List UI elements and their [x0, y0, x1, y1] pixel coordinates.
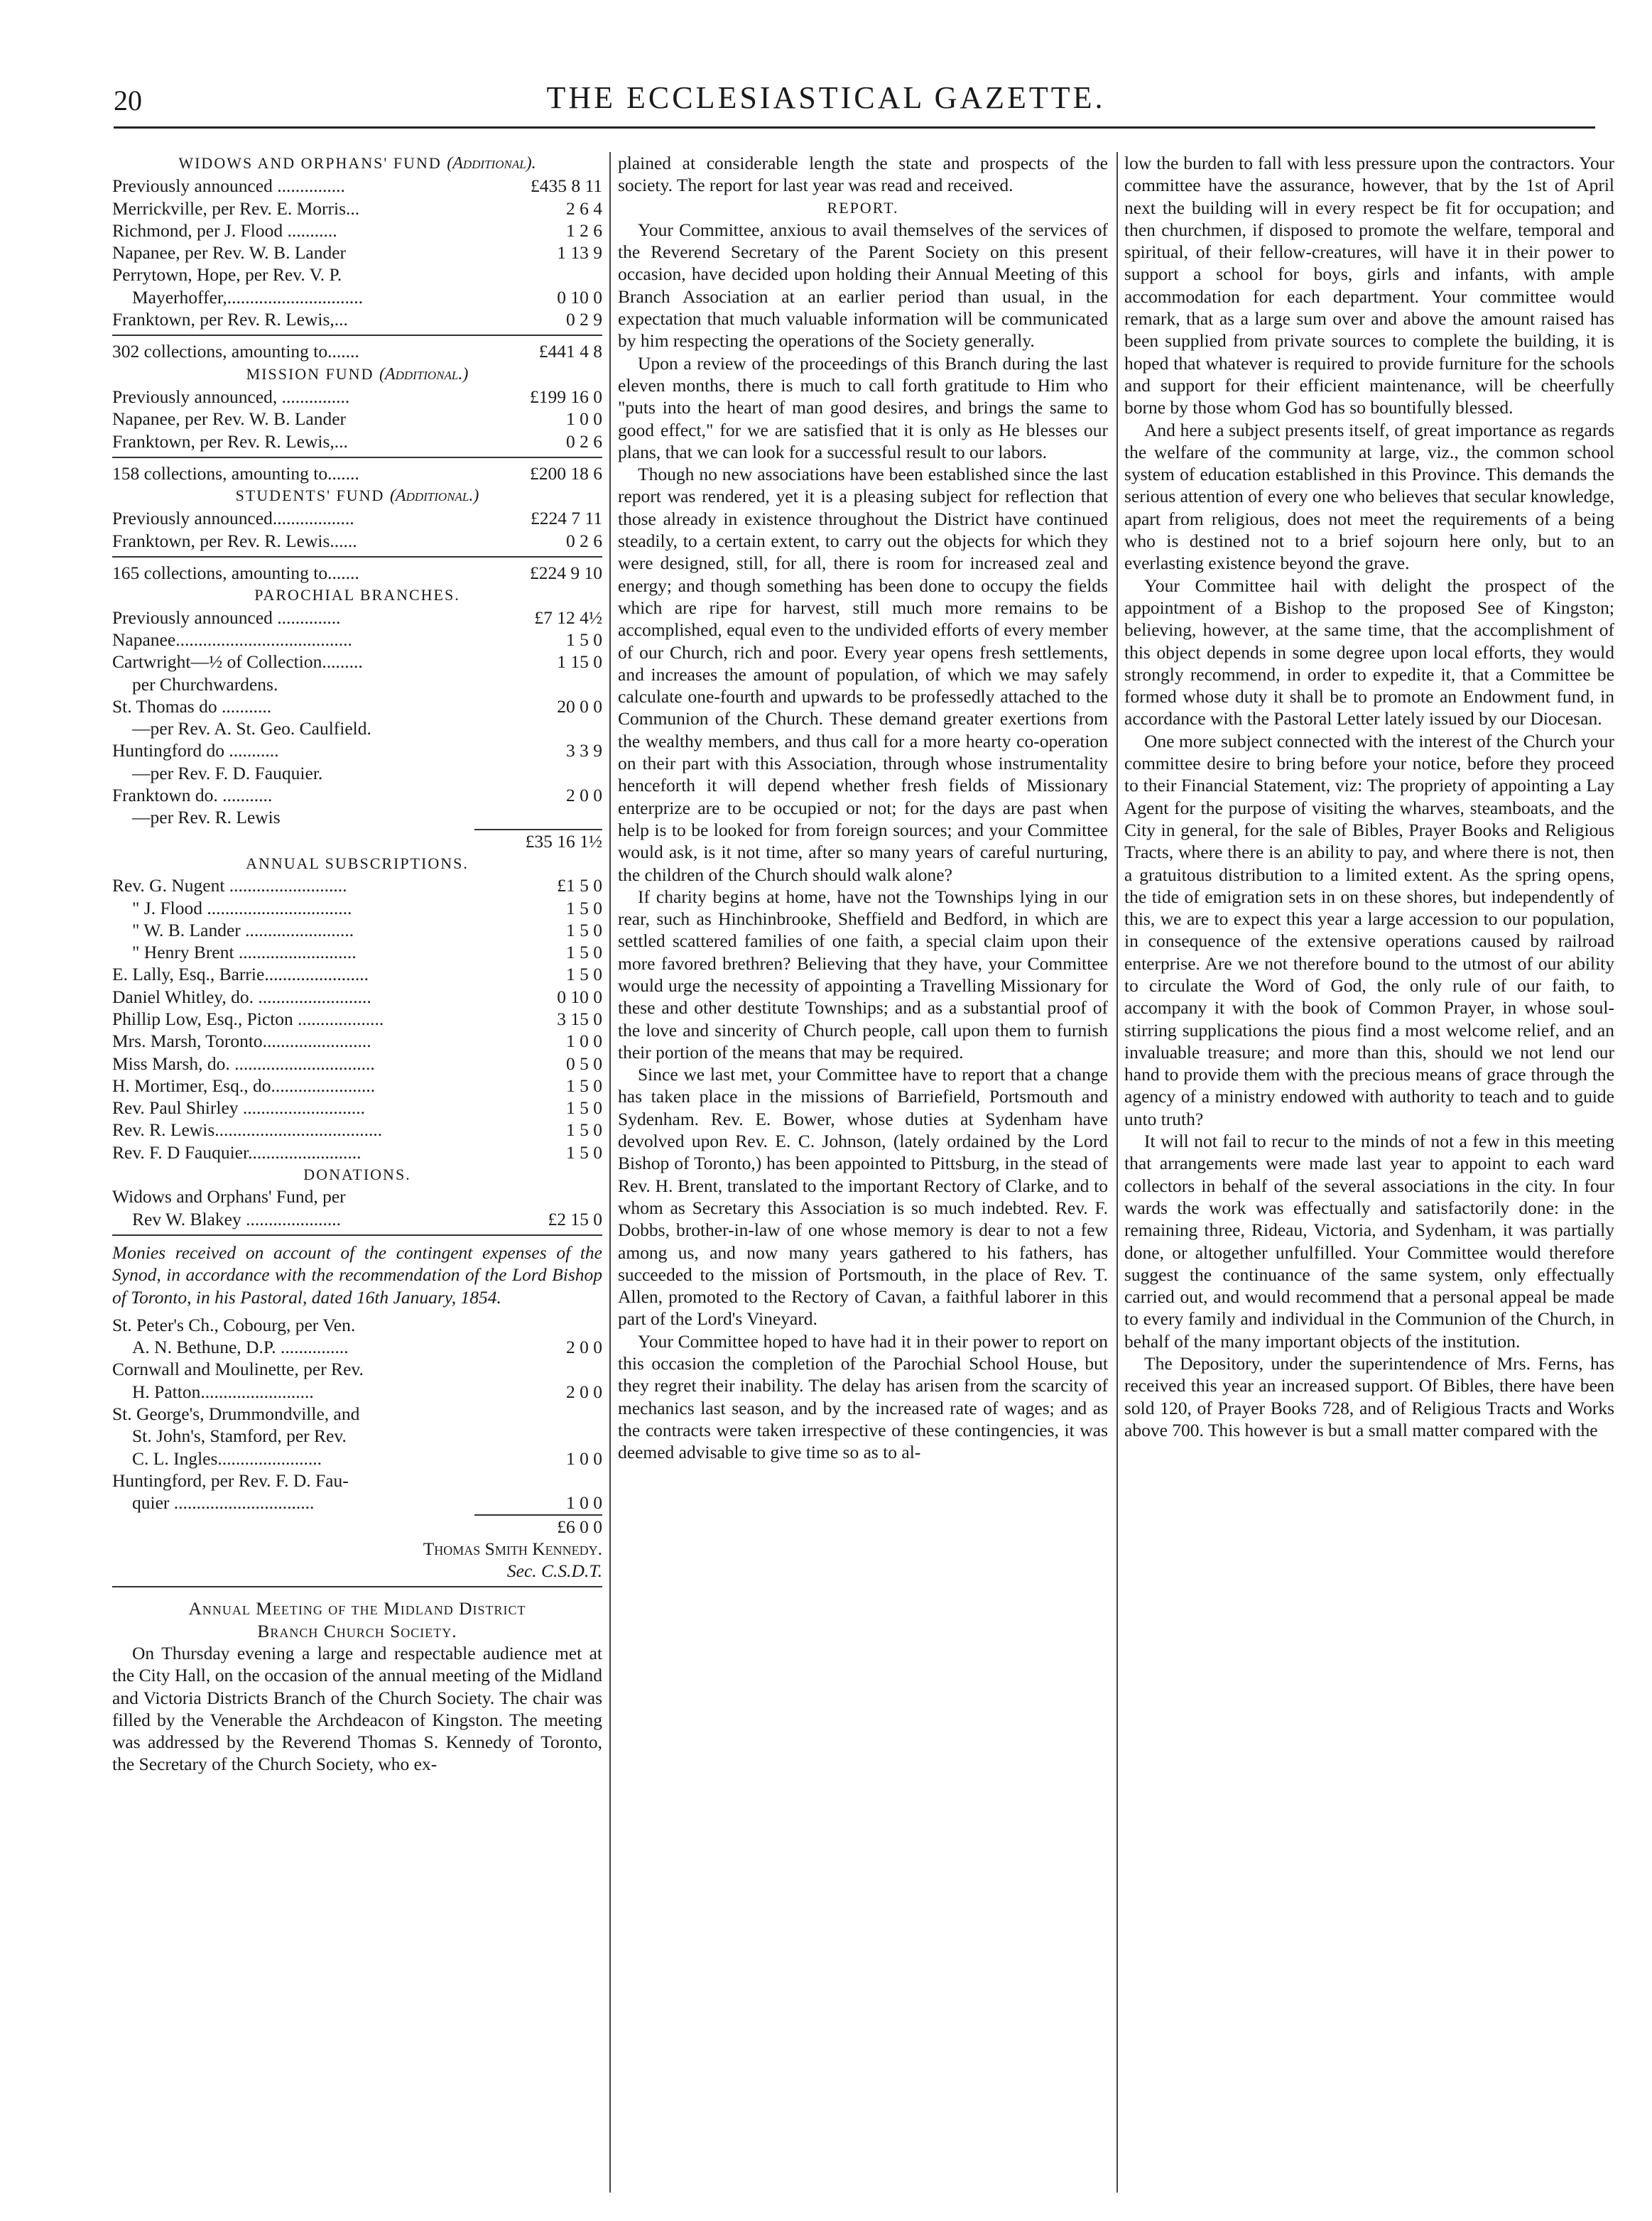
table-row: [112, 197, 602, 219]
students-fund-total: [112, 562, 602, 584]
row-label: H. Mortimer, Esq., do.......................: [112, 1075, 376, 1096]
table-row: [112, 241, 602, 264]
row-amount: 1 15 0: [557, 651, 602, 673]
row-label: quier ...............................: [132, 1492, 315, 1514]
row-label: St. George's, Drummondville, and: [112, 1403, 360, 1425]
report-paragraph: Your Committee hail with delight the prospect of the appointment of a Bishop to the proposed See of Kingston; believing, however, at the same time, that the accomplishment of this object depends in some degree upon local efforts, they would strongly recommend, in order to expedite it, that a Committee be formed whose duty it shall be to promote an Endowment fund, in accordance with the Pastoral Letter lately issued by our Diocesan.: [1124, 575, 1614, 729]
widows-fund-title: WIDOWS AND ORPHANS' FUND: [178, 154, 442, 172]
row-amount: 1 0 0: [566, 408, 602, 430]
row-amount: [489, 1403, 602, 1425]
report-body: [618, 219, 1108, 1464]
row-label: St. John's, Stamford, per Rev.: [132, 1426, 347, 1447]
row-amount: 0 2 6: [566, 430, 602, 452]
table-row: [112, 717, 602, 739]
table-row: [112, 629, 602, 651]
table-row: [112, 941, 602, 963]
table-row: [112, 175, 602, 197]
row-label: St. Thomas do ...........: [112, 695, 272, 717]
row-amount: £7 12 4½: [534, 607, 602, 628]
report-paragraph: And here a subject presents itself, of great importance as regards the welfare of the community at large, viz., the common school system of education established in this Province. This demands the serious attention of every one who believes that secular knowledge, apart from religious, does not meet the requirements of a being who is destined not to a brief sojourn here only, but to an everlasting existence beyond the grave.: [1124, 419, 1614, 574]
mission-fund-note: (Additional.): [379, 364, 469, 384]
row-amount: £1 5 0: [557, 875, 602, 896]
table-row: [112, 762, 602, 784]
row-label: " W. B. Lander ........................: [132, 919, 354, 940]
table-row: [112, 1119, 602, 1141]
row-label: Previously announced..................: [112, 508, 354, 529]
report-paragraph: Your Committee hoped to have had it in their power to report on this occasion the completion of the Parochial School House, but they regret their inability. The delay has arisen from the scarcity of mechanics last season, and by the increased rate of wages; and as the contracts were taken irrespective of these contingencies, it was deemed advisable to give time so as to al-: [618, 1330, 1108, 1463]
row-label: Miss Marsh, do. ...............................: [112, 1053, 375, 1074]
table-row: [112, 1141, 602, 1163]
row-label: Franktown, per Rev. R. Lewis......: [112, 530, 357, 551]
row-amount: 1 5 0: [566, 1097, 602, 1119]
row-amount: [489, 264, 602, 286]
row-label: Rev. Paul Shirley ...........................: [112, 1097, 366, 1119]
row-label: per Churchwardens.: [132, 673, 278, 695]
row-label: Napanee, per Rev. W. B. Lander: [112, 242, 347, 264]
row-amount: 3 15 0: [557, 1008, 602, 1029]
row-label: Napanee.......................................: [112, 629, 352, 650]
table-row: [112, 986, 602, 1008]
report-paragraph: Since we last met, your Committee have to report that a change has taken place in the missions of Barriefield, Portsmouth and Sydenham. Rev. E. Bower, whose duties at Sydenham have devolved upon Rev. E. C. Johnson, (lately ordained by the Lord Bishop of Toronto,) has been appointed to Pittsburg, in the stead of Rev. H. Brent, translated to the important Rectory of Clarke, and to whom as Secretary this Association is so much indebted. Rev. F. Dobbs, brother-in-law of one whose memory is dear to not a few among us, and now many years gathered to his fathers, has succeeded to the mission of Portsmouth, in the place of Rev. T. Allen, promoted to the Rectory of Cavan, a faithful laborer in this part of the Lord's Vineyard.: [618, 1064, 1108, 1330]
row-label: Cartwright—½ of Collection.........: [112, 651, 363, 673]
column-rule-1: [609, 152, 611, 2193]
row-amount: 20 0 0: [557, 695, 602, 717]
row-amount: 0 10 0: [557, 986, 602, 1007]
row-amount: [489, 1425, 602, 1447]
row-label: St. Peter's Ch., Cobourg, per Ven.: [112, 1314, 356, 1335]
row-amount: 2 0 0: [566, 1381, 602, 1402]
row-label: Perrytown, Hope, per Rev. V. P.: [112, 264, 342, 286]
subscriptions-heading: ANNUAL SUBSCRIPTIONS.: [246, 854, 469, 872]
table-row: [112, 963, 602, 985]
table-row: [112, 1053, 602, 1075]
row-label: Rev. F. D Fauquier.........................: [112, 1141, 362, 1163]
row-label: Franktown, per Rev. R. Lewis,...: [112, 309, 348, 330]
row-amount: 2 6 4: [566, 197, 602, 219]
report-paragraph: Upon a review of the proceedings of this Branch during the last eleven months, there is much to call forth gratitude to Him who "puts into the heart of man good desires, and brings the same to good effect," for we are satisfied that it is only as He blesses our plans, that we can look for a successful result to our labors.: [618, 352, 1108, 462]
row-label: Cornwall and Moulinette, per Rev.: [112, 1359, 364, 1380]
row-amount: 3 3 9: [566, 740, 602, 761]
widows-fund-heading: [112, 152, 602, 175]
row-label: " Henry Brent ..........................: [132, 942, 357, 963]
table-row: [112, 1358, 602, 1380]
row-amount: £199 16 0: [530, 386, 602, 407]
table-row: [112, 1314, 602, 1336]
widows-fund-note: (Additional).: [447, 154, 536, 173]
parochial-table: [112, 607, 602, 829]
row-amount: 1 5 0: [566, 964, 602, 985]
row-amount: 1 5 0: [566, 942, 602, 963]
table-row: [112, 308, 602, 330]
page-number: 20: [114, 85, 142, 116]
report-heading: REPORT.: [827, 198, 899, 217]
row-label: H. Patton.........................: [132, 1381, 314, 1402]
table-row: [112, 386, 602, 408]
row-label: —per Rev. R. Lewis: [132, 807, 281, 828]
row-amount: [489, 717, 602, 739]
row-amount: 1 5 0: [566, 897, 602, 918]
column-rule-2: [1116, 152, 1118, 2193]
column-1: [112, 152, 602, 2193]
section-rule: [112, 1586, 602, 1587]
row-amount: 0 2 6: [566, 530, 602, 551]
students-fund-rule: [112, 556, 602, 558]
report-paragraph: It will not fail to recur to the minds of not a few in this meeting that arrangements were made last year to appoint to each ward collectors in behalf of the several associations in the city. In four wards the work was effectually and satisfactorily done: in the remaining three, Rideau, Victoria, and Sydenham, it was partially done, or altogether unfulfilled. Your Committee would therefore suggest the continuance of the same system, only effectually carried out, and would recommend that a personal appeal be made to every family and individual in the Communion of the Church, in behalf of the many important objects of the institution.: [1124, 1131, 1614, 1352]
row-amount: 1 13 9: [557, 242, 602, 264]
row-amount: 1 2 6: [566, 219, 602, 241]
row-amount: 1 5 0: [566, 1141, 602, 1163]
row-amount: [489, 1314, 602, 1336]
total-amount: £35 16 1½: [525, 830, 602, 852]
row-amount: 0 10 0: [557, 286, 602, 308]
row-amount: £435 8 11: [530, 175, 602, 197]
subscriptions-table: [112, 874, 602, 1163]
table-row: [112, 286, 602, 308]
table-row: [112, 1336, 602, 1358]
mission-fund-title: MISSION FUND: [246, 364, 374, 383]
row-label: Daniel Whitley, do. .........................: [112, 986, 371, 1007]
total-amount: £441 4 8: [538, 341, 602, 362]
row-amount: 2 0 0: [566, 785, 602, 806]
row-amount: [489, 1470, 602, 1492]
table-row: [112, 1448, 602, 1470]
row-amount: [489, 806, 602, 828]
table-row: [112, 874, 602, 896]
table-row: [112, 673, 602, 695]
total-label: 165 collections, amounting to.......: [112, 563, 359, 584]
row-amount: 2 0 0: [566, 1337, 602, 1358]
row-amount: 0 2 9: [566, 309, 602, 330]
row-label: E. Lally, Esq., Barrie.......................: [112, 964, 369, 985]
table-row: [112, 1008, 602, 1030]
row-label: Mayerhoffer,..............................: [132, 286, 363, 308]
table-row: [112, 1097, 602, 1119]
report-paragraph: Though no new associations have been established since the last report was rendered, yet it is a pleasing subject for reflection that those already in existence throughout the District have continued steadily, to a certain extent, to carry out the objects for which they were designed, still, for all, there is room for increased zeal and energy; and though something has been done to occupy the fields which are ripe for harvest, still much more remains to be accomplished, equal even to the undivided efforts of every member of our Church, rich and poor. Every year opens fresh settlements, and increases the amount of population, of which we may safely calculate one-fourth and upwards to be professedly attached to the Communion of the Church. These demand greater exertions from the wealthy members, and thus call for a more hearty co-operation on their part with this Association, through whose instrumentality henceforth it will depend whether fresh fields of Missionary enterprize are to be occupied or not; for the days are past when help is to be looked for from foreign sources; and your Committee would ask, is it not time, after so many years of careful nurturing, the children of the Church should walk alone?: [618, 464, 1108, 885]
row-label: Franktown, per Rev. R. Lewis,...: [112, 430, 348, 452]
table-row: [112, 919, 602, 941]
contingent-table: [112, 1314, 602, 1514]
row-label: " J. Flood ................................: [132, 897, 352, 918]
table-row: [112, 507, 602, 529]
header-rule: [114, 126, 1595, 129]
row-label: —per Rev. F. D. Fauquier.: [132, 762, 323, 783]
contingent-total: [112, 1516, 602, 1538]
row-amount: 0 5 0: [566, 1053, 602, 1074]
total-amount: £6 0 0: [557, 1516, 602, 1537]
column-2: [618, 152, 1108, 2193]
parochial-heading: PAROCHIAL BRANCHES.: [254, 586, 460, 604]
row-label: Previously announced ...............: [112, 175, 345, 197]
signature-title: Sec. C.S.D.T.: [506, 1560, 602, 1582]
table-row: [112, 264, 602, 286]
total-amount: £224 9 10: [530, 563, 602, 584]
row-amount: [489, 1358, 602, 1380]
column-3: [1124, 152, 1614, 2193]
students-fund-title: STUDENTS' FUND: [235, 487, 385, 505]
column-2-lead: plained at considerable length the state and prospects of the society. The report for last year was read and received.: [618, 153, 1108, 196]
row-label: Richmond, per J. Flood ...........: [112, 219, 337, 241]
report-paragraph: Your Committee, anxious to avail themselves of the services of the Reverend Secretary of the Parent Society on this present occasion, have decided upon holding their Annual Meeting of this Branch Association at an earlier period than usual, in the expectation that much valuable information will be communicated by him respecting the operations of the Society generally.: [618, 219, 1108, 352]
table-row: [112, 1075, 602, 1097]
mission-fund-heading: [112, 363, 602, 386]
students-fund-heading: [112, 484, 602, 507]
donations-line-1: Widows and Orphans' Fund, per: [112, 1186, 346, 1207]
row-label: Rev. G. Nugent ..........................: [112, 875, 347, 896]
row-label: Mrs. Marsh, Toronto........................: [112, 1031, 371, 1052]
row-amount: 1 5 0: [566, 919, 602, 940]
table-row: [112, 651, 602, 673]
table-row: [112, 695, 602, 717]
meeting-paragraph: On Thursday evening a large and respectable audience met at the City Hall, on the occasion of the annual meeting of the Midland and Victoria Districts Branch of the Church Society. The chair was filled by the Venerable the Archdeacon of Kingston. The meeting was addressed by the Reverend Thomas S. Kennedy of Toronto, the Secretary of the Church Society, who ex-: [112, 1643, 602, 1775]
row-label: Huntingford, per Rev. F. D. Fau-: [112, 1470, 349, 1491]
row-amount: 1 5 0: [566, 629, 602, 650]
total-label: 302 collections, amounting to.......: [112, 341, 359, 362]
row-label: Previously announced, ...............: [112, 386, 350, 407]
row-amount: 1 0 0: [566, 1448, 602, 1469]
donations-label: Rev W. Blakey .....................: [132, 1208, 341, 1229]
row-label: Napanee, per Rev. W. B. Lander: [112, 408, 347, 430]
table-row: [112, 1492, 602, 1514]
row-amount: [489, 673, 602, 695]
row-label: Phillip Low, Esq., Picton ...................: [112, 1008, 384, 1029]
table-row: [112, 897, 602, 919]
table-row: [112, 1403, 602, 1425]
widows-fund-rule: [112, 335, 602, 336]
meeting-title-1: Annual Meeting of the Midland District: [188, 1598, 526, 1619]
table-row: [112, 530, 602, 552]
students-fund-note: (Additional.): [389, 487, 479, 506]
table-row: [112, 408, 602, 430]
donations-rule: [112, 1234, 602, 1236]
table-row: [112, 430, 602, 452]
signature: Thomas Smith Kennedy.: [423, 1538, 602, 1559]
donations-row: [112, 1208, 602, 1230]
row-label: Merrickville, per Rev. E. Morris...: [112, 197, 360, 219]
table-row: [112, 784, 602, 806]
table-row: [112, 1425, 602, 1447]
column-3-body: [1124, 152, 1614, 1441]
row-amount: 1 0 0: [566, 1031, 602, 1052]
widows-fund-total: [112, 340, 602, 362]
report-paragraph: One more subject connected with the interest of the Church your committee desire to bring before your notice, before they proceed to their Financial Statement, viz: The propriety of appointing a Lay Agent for the purpose of visiting the wharves, steamboats, and the City in general, for the sale of Bibles, Prayer Books and Religious Tracts, where there is an ability to pay, and where there is not, then a gratuitous distribution to a limited extent. As the spring opens, the tide of emigration sets in on these shores, but independently of this, we are to expect this year a large accession to our population, in consequence of the extensive operations caused by railroad enterprise. Are we not therefore bound to the utmost of our ability to circulate the Word of God, the only rule of our faith, to accompany it with the book of Common Prayer, in whose soul-stirring supplications the pious find a most welcome relief, and an invaluable treasure; and more than this, should we not lend our hand to provide them with the precious means of grace through the agency of a ministry endowed with authority to teach and to guide unto truth?: [1124, 730, 1614, 1129]
row-label: C. L. Ingles.......................: [132, 1448, 322, 1469]
row-amount: £224 7 11: [530, 508, 602, 529]
table-row: [112, 1030, 602, 1052]
row-amount: 1 5 0: [566, 1119, 602, 1141]
row-label: —per Rev. A. St. Geo. Caulfield.: [132, 718, 371, 739]
contingent-intro: Monies received on account of the contingent expenses of the Synod, in accordance with the recommendation of the Lord Bishop of Toronto, in his Pastoral, dated 16th January, 1854.: [112, 1242, 602, 1308]
table-row: [112, 607, 602, 629]
masthead: THE ECCLESIASTICAL GAZETTE.: [546, 80, 1106, 115]
row-label: Rev. R. Lewis.....................................: [112, 1119, 383, 1141]
report-paragraph: low the burden to fall with less pressure upon the contractors. Your committee have the assurance, however, that by the 1st of April next the building will in every respect be fit for occupation; and then churchmen, if disposed to promote the welfare, temporal and spiritual, of their fellow-creatures, will have it in their power to support a school for boys, girls and infants, with ample accommodation for each department. Your committee would remark, that as a large sum over and above the amount raised has been supplied from private sources to complete the building, it is hoped that whatever is required to provide furniture for the schools and support for their efficient maintenance, will be cheerfully borne by those whom God has so bountifully blessed.: [1124, 153, 1614, 418]
table-row: [112, 1470, 602, 1492]
parochial-total: [112, 830, 602, 852]
students-fund-table: [112, 507, 602, 552]
total-amount: £200 18 6: [530, 462, 602, 484]
mission-fund-table: [112, 386, 602, 452]
row-amount: 1 0 0: [566, 1492, 602, 1514]
row-label: Franktown do. ...........: [112, 785, 273, 806]
row-amount: 1 5 0: [566, 1075, 602, 1096]
mission-fund-rule: [112, 457, 602, 458]
mission-fund-total: [112, 462, 602, 484]
donations-amount: £2 15 0: [548, 1208, 602, 1229]
row-amount: [489, 762, 602, 784]
row-label: Huntingford do ...........: [112, 740, 279, 761]
table-row: [112, 739, 602, 761]
report-paragraph: If charity begins at home, have not the Townships lying in our rear, such as Hinchinbrooke, Sheffield and Bedford, in which are settled scattered families of one faith, a special claim upon their more favored brethren? Believing that they have, your Committee would urge the necessity of appointing a Travelling Missionary for these and other destitute Townships; and as a substantial proof of the love and sincerity of Church people, call upon them to furnish their portion of the means that may be required.: [618, 886, 1108, 1063]
row-label: A. N. Bethune, D.P. ...............: [132, 1337, 349, 1358]
total-label: 158 collections, amounting to.......: [112, 462, 359, 484]
report-paragraph: The Depository, under the superintendence of Mrs. Ferns, has received this year an increased support. Of Bibles, there have been sold 120, of Prayer Books 728, and of Religious Tracts and Works above 700. This however is but a small matter compared with the: [1124, 1353, 1614, 1440]
donations-heading: DONATIONS.: [303, 1166, 411, 1184]
row-label: Previously announced ..............: [112, 607, 341, 628]
meeting-title-2: Branch Church Society.: [257, 1620, 457, 1641]
table-row: [112, 1381, 602, 1403]
table-row: [112, 219, 602, 241]
widows-fund-table: [112, 175, 602, 330]
table-row: [112, 806, 602, 828]
